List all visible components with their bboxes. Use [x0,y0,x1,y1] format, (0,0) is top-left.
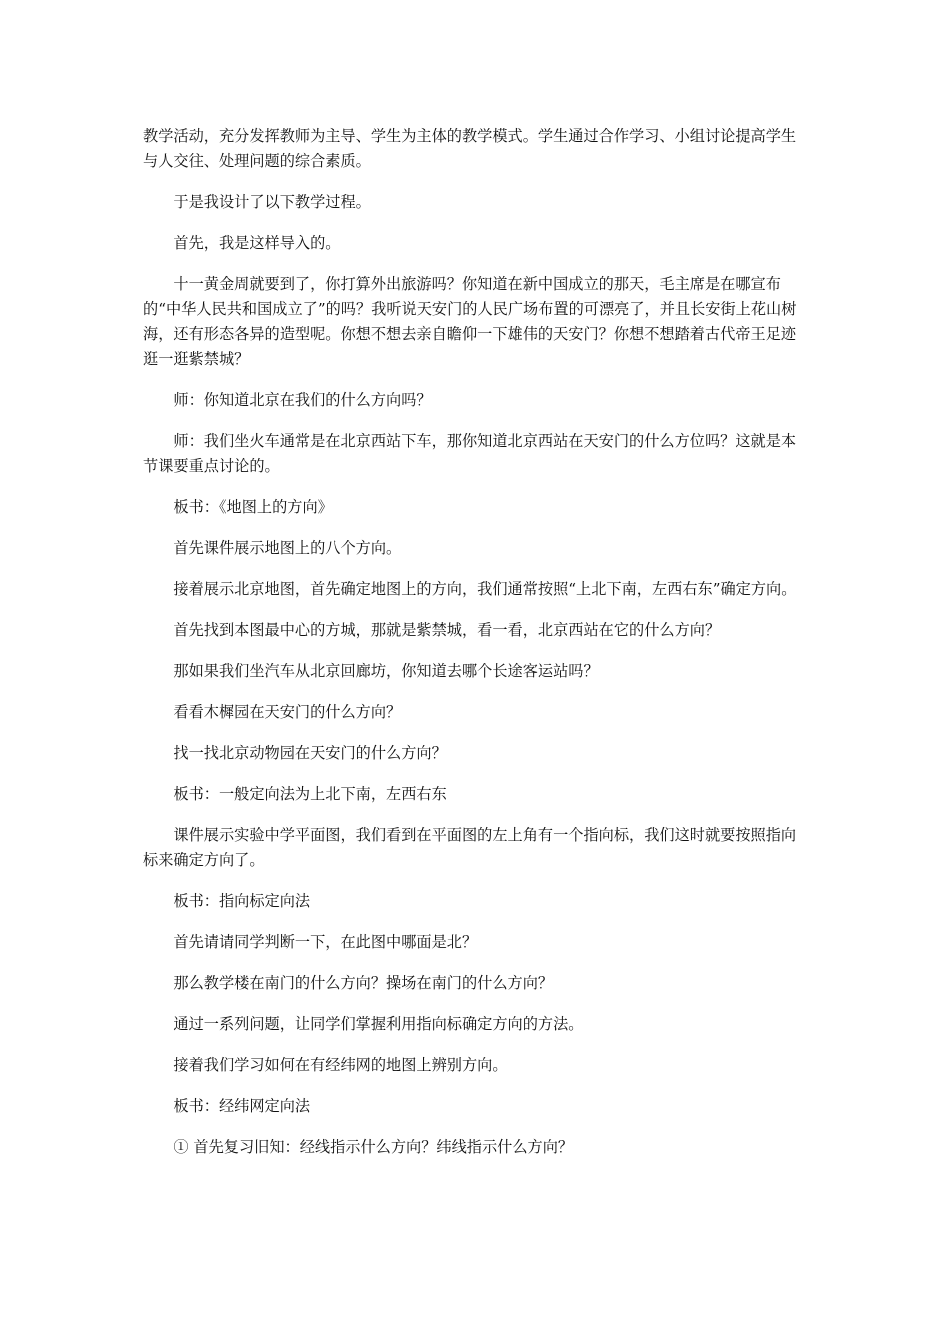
paragraph-board-general-method: 板书：一般定向法为上北下南，左西右东 [173,785,447,803]
paragraph-school-plan: 课件展示实验中学平面图，我们看到在平面图的左上角有一个指向标，我们这时就要按照指向标来确定方向了。 [143,826,797,869]
document-body [143,124,810,1176]
paragraph-eight-directions: 首先课件展示地图上的八个方向。 [173,539,402,557]
paragraph-design-process: 于是我设计了以下教学过程。 [173,193,371,211]
paragraph-continuation: 教学活动，充分发挥教师为主导、学生为主体的教学模式。学生通过合作学习、小组讨论提高学生与人交往、处理问题的综合素质。 [143,127,797,170]
paragraph-graticule-intro: 接着我们学习如何在有经纬网的地图上辨别方向。 [173,1056,508,1074]
paragraph-introduction: 首先，我是这样导入的。 [173,234,341,252]
paragraph-zoo: 找一找北京动物园在天安门的什么方向？ [173,744,447,762]
paragraph-bus-station: 那如果我们坐汽车从北京回廊坊，你知道去哪个长途客运站吗？ [173,662,599,680]
paragraph-teacher-question-2: 师：我们坐火车通常是在北京西站下车，那你知道北京西站在天安门的什么方位吗？这就是本节课要重点讨论的。 [143,432,797,475]
paragraph-board-pointer-method: 板书：指向标定向法 [173,892,311,910]
paragraph-muxiyuan: 看看木樨园在天安门的什么方向？ [173,703,402,721]
paragraph-board-graticule-method: 板书：经纬网定向法 [173,1097,311,1115]
paragraph-teacher-question-1: 师：你知道北京在我们的什么方向吗？ [173,391,432,409]
paragraph-review-question: ① 首先复习旧知：经线指示什么方向？纬线指示什么方向？ [173,1138,574,1156]
paragraph-judge-north: 首先请请同学判断一下，在此图中哪面是北？ [173,933,478,951]
paragraph-beijing-map: 接着展示北京地图，首先确定地图上的方向，我们通常按照“上北下南，左西右东”确定方向。 [173,580,797,598]
paragraph-board-title: 板书：《地图上的方向》 [173,498,333,516]
paragraph-building-direction: 那么教学楼在南门的什么方向？操场在南门的什么方向？ [173,974,554,992]
paragraph-forbidden-city: 首先找到本图最中心的方城，那就是紫禁城，看一看，北京西站在它的什么方向？ [173,621,721,639]
paragraph-golden-week: 十一黄金周就要到了，你打算外出旅游吗？你知道在新中国成立的那天，毛主席是在哪宣布的“中华人民共和国成立了”的吗？我听说天安门的人民广场布置的可漂亮了，并且长安街上花山树海，还有形态各异的造型呢。你想不想去亲自瞻仰一下雄伟的天安门？你想不想踏着古代帝王足迹逛一逛紫禁城？ [143,275,797,368]
paragraph-master-method: 通过一系列问题，让同学们掌握利用指向标确定方向的方法。 [173,1015,584,1033]
